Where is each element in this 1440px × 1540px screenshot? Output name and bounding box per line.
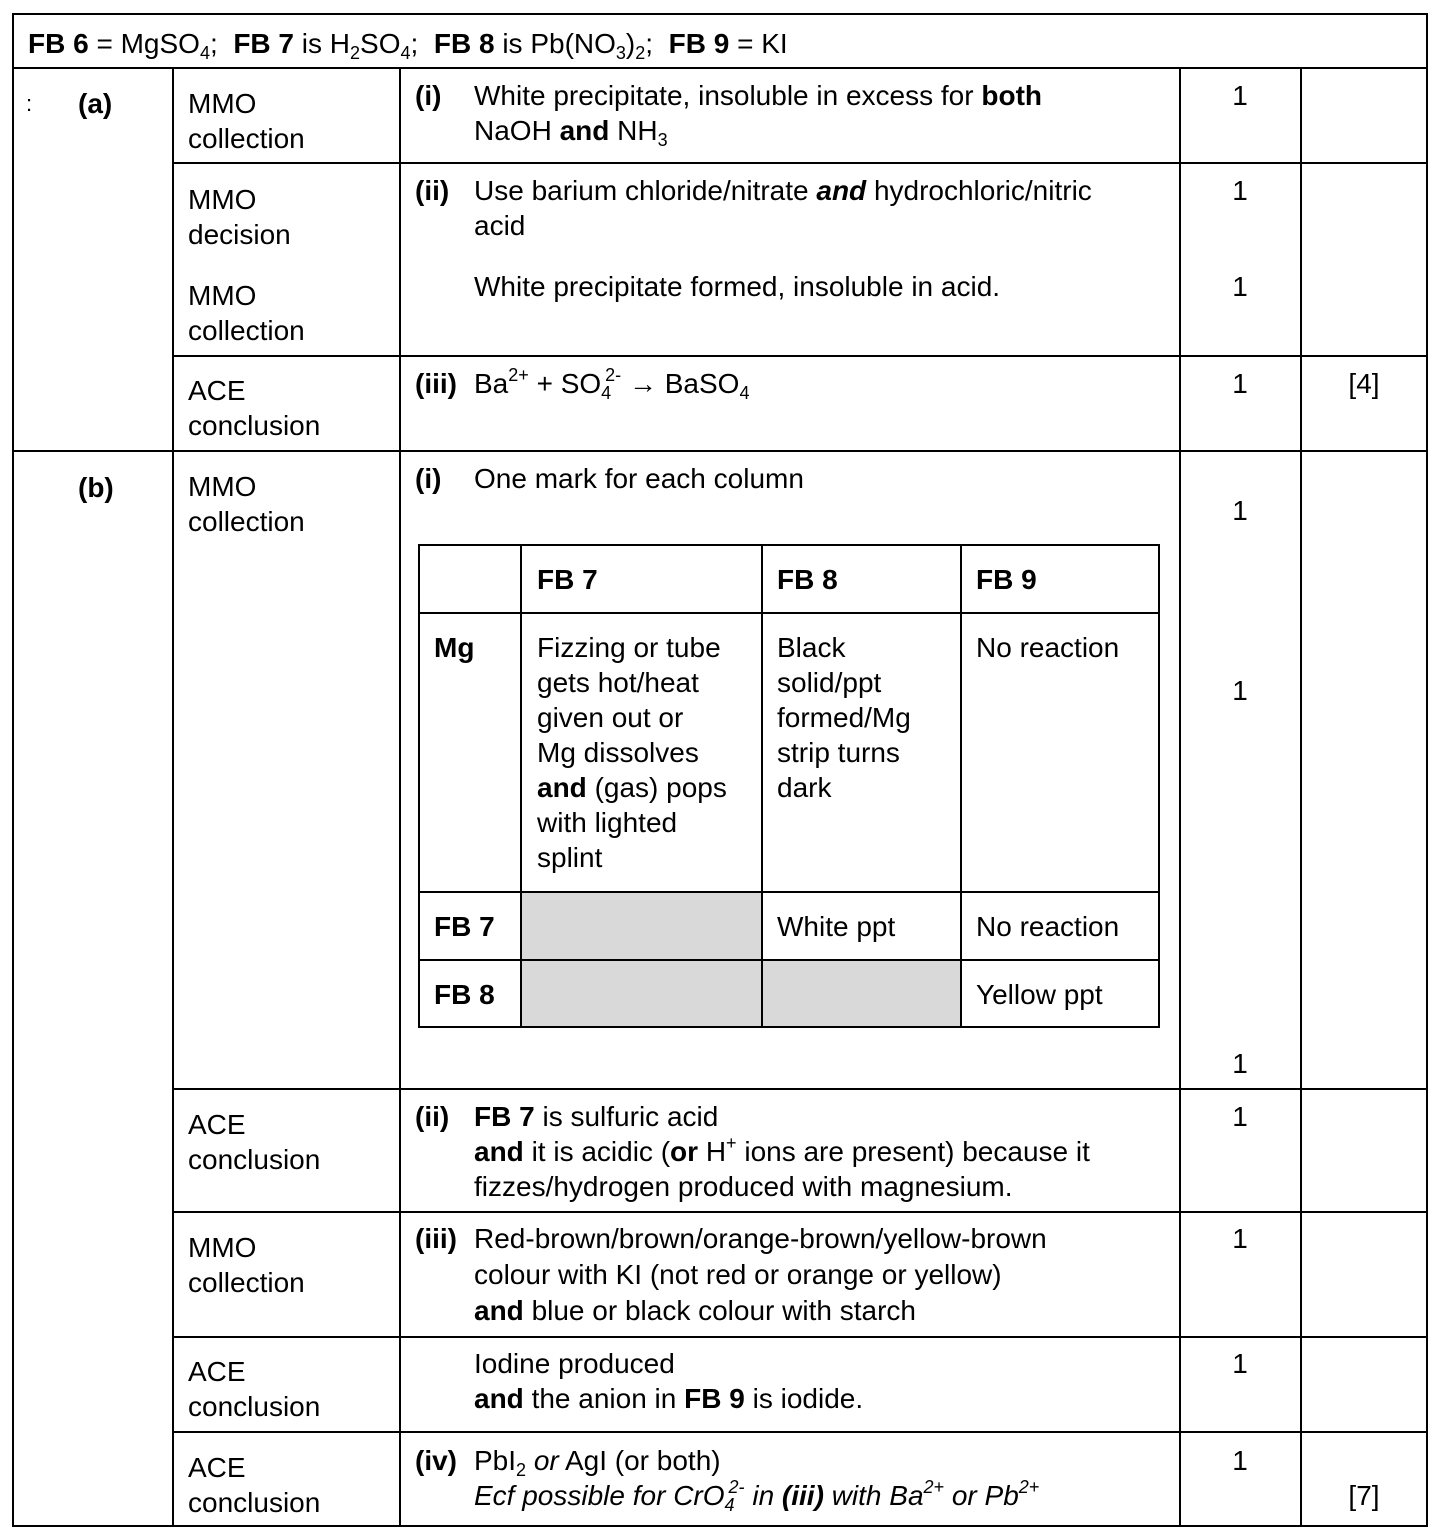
fb6-formula: = MgSO [96,28,200,59]
fb9-label: FB 9 [668,28,730,59]
fb8-formula-2: ) [625,28,636,59]
mark-b-iii: 1 [1232,1223,1248,1254]
part-b-label: (b) [78,472,114,503]
question-number-b-ii: (ii) [415,1101,450,1132]
question-number-b-iii: (iii) [415,1223,457,1254]
skill-b-i: MMO collection [188,471,305,537]
fb7-formula-2: SO [360,28,401,59]
row-label-fb8: FB 8 [434,979,495,1010]
shaded-cell-fb8-fb7 [521,960,762,1027]
answer-b-iii: Red-brown/brown/orange-brown/yellow-brown colour with KI (not red or orange or yellow) and blue or black colour with starch [474,1223,1047,1326]
answer-a-ii: Use barium chloride/nitrate and hydrochloric/nitric acid [474,175,1092,241]
mark-a-ii: 1 [1232,175,1248,206]
mark-b-ii: 1 [1232,1101,1248,1132]
skill-a-ii: MMO decision [188,184,291,250]
fb7-subscript-1: 2 [350,43,361,63]
cell-mg-fb9: No reaction [976,632,1120,663]
skill-b-iii-b: ACE conclusion [188,1356,321,1422]
cell-fb7-fb9: No reaction [976,911,1120,942]
fb6-subscript: 4 [199,43,210,63]
mark-b-i-2: 1 [1232,675,1248,706]
fb8-subscript-2: 2 [635,43,646,63]
mark-b-iv: 1 [1232,1445,1248,1476]
question-number-a-iii: (iii) [415,368,457,399]
total-a: [4] [1348,368,1380,399]
cell-mg-fb7: Fizzing or tube gets hot/heat given out or Mg dissolves and (gas) pops with lighted splint [537,632,727,873]
answer-a-iii: $Ba^{2+} + SO_4^{2-}$ → BaSO$_4$ [474,365,750,403]
skill-b-ii: ACE conclusion [188,1109,321,1175]
cell-mg-fb8: Black solid/ppt formed/Mg strip turns dark [777,632,911,803]
skill-a-iii: ACE conclusion [188,375,321,441]
answer-a-ii-b: White precipitate formed, insoluble in acid. [474,271,1001,302]
cell-fb7-fb8: White ppt [777,911,896,942]
fb8-label: FB 8 [433,28,495,59]
skill-b-iii: MMO collection [188,1232,305,1298]
cell-fb8-fb9: Yellow ppt [976,979,1103,1010]
skill-a-i: MMO collection [188,88,305,154]
answer-a-i: White precipitate, insoluble in excess for both NaOH and $NH_3$ [474,80,1042,150]
answer-b-i: One mark for each column [474,463,804,494]
fb8-subscript-1: 3 [615,43,626,63]
fb7-subscript-2: 4 [400,43,411,63]
mark-a-iii: 1 [1232,368,1248,399]
part-a-label: (a) [78,88,113,119]
question-number-a-i: (i) [415,80,442,111]
answer-b-iv: PbI$_2$ or AgI (or both) Ecf possible for CrO$_4^{2-}$ in (iii) with $Ba^{2+}$ or $Pb^{2+}$ [474,1445,1040,1515]
fb8-formula: is Pb(NO [502,28,616,59]
stray-mark: : [26,91,33,116]
row-label-fb7: FB 7 [434,911,495,942]
column-header-fb9: FB 9 [976,564,1037,595]
fb7-formula: is H [301,28,351,59]
header-species-line: FB 6 = MgSO$_4$; FB 7 is $H_2SO_4$; FB 8 is $Pb(NO_3)_2$; FB 9 = KI [28,28,788,63]
answer-b-ii: FB 7 is sulfuric acid and it is acidic (or H+ ions are present) because it fizzes/hydrogen produced with magnesium. [474,1101,1090,1202]
fb7-label: FB 7 [233,28,294,59]
fb6-label: FB 6 [28,28,89,59]
mark-b-i-1: 1 [1232,495,1248,526]
mark-a-ii-b: 1 [1232,271,1248,302]
fb9-formula: = KI [737,28,788,59]
column-header-fb7: FB 7 [537,564,598,595]
shaded-cell-fb8-fb8 [762,960,961,1027]
shaded-cell-fb7-fb7 [521,892,762,960]
answer-b-iii-b: Iodine produced and the anion in FB 9 is iodide. [474,1348,864,1414]
row-label-mg: Mg [434,632,475,663]
skill-b-iv: ACE conclusion [188,1452,321,1518]
question-number-b-iv: (iv) [415,1445,457,1476]
mark-b-iii-b: 1 [1232,1348,1248,1379]
question-number-b-i: (i) [415,463,442,494]
mark-b-i-3: 1 [1232,1048,1248,1079]
skill-a-ii-b: MMO collection [188,280,305,346]
column-header-fb8: FB 8 [777,564,838,595]
question-number-a-ii: (ii) [415,175,450,206]
mark-a-i: 1 [1232,80,1248,111]
total-b: [7] [1348,1480,1380,1511]
